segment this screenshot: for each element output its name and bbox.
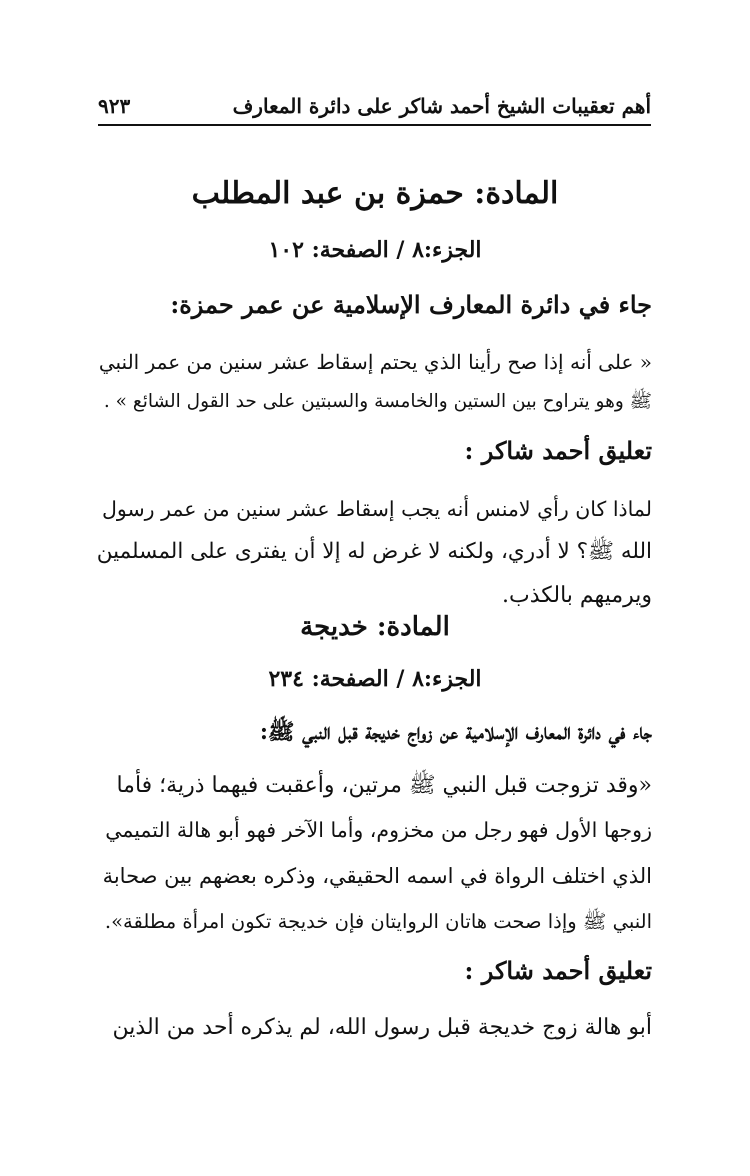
header-title: أهم تعقيبات الشيخ أحمد شاكر على دائرة المعارف xyxy=(232,94,651,118)
entry-subject: المادة: حمزة بن عبد المطلب xyxy=(191,176,559,211)
entry-reference: الجزء:٨ / الصفحة: ٢٣٤ xyxy=(268,666,482,692)
quote-line: الذي اختلف الرواة في اسمه الحقيقي، وذكره بعضهم بين صحابة xyxy=(102,864,652,888)
quote-line: زوجها الأول فهو رجل من مخزوم، وأما الآخر فهو أبو هالة التميمي xyxy=(105,818,652,842)
comment-heading: تعليق أحمد شاكر : xyxy=(464,956,652,985)
page-number: ٩٢٣ xyxy=(98,94,131,118)
comment-line: الله ﷺ؟ لا أدري، ولكنه لا غرض له إلا أن يفترى على المسلمين xyxy=(96,539,652,564)
entry-reference: الجزء:٨ / الصفحة: ١٠٢ xyxy=(268,237,482,263)
comment-line: ويرميهم بالكذب. xyxy=(501,583,652,608)
quote-heading: جاء في دائرة المعارف الإسلامية عن عمر حمزة: xyxy=(170,290,652,319)
quote-heading: جاء في دائرة المعارف الإسلامية عن زواج خديجة قبل النبي ﷺ: xyxy=(259,719,652,745)
quote-line: «وقد تزوجت قبل النبي ﷺ مرتين، وأعقبت فيهما ذرية؛ فأما xyxy=(116,773,652,798)
comment-line: لماذا كان رأي لامنس أنه يجب إسقاط عشر سنين من عمر رسول xyxy=(102,497,652,521)
comment-heading: تعليق أحمد شاكر : xyxy=(464,436,652,465)
quote-line: ﷺ وهو يتراوح بين الستين والخامسة والسبتين على حد القول الشائع » . xyxy=(103,391,652,412)
quote-line: « على أنه إذا صح رأينا الذي يحتم إسقاط عشر سنين من عمر النبي xyxy=(98,350,652,374)
running-header xyxy=(98,88,651,126)
comment-line: أبو هالة زوج خديجة قبل رسول الله، لم يذكره أحد من الذين xyxy=(112,1015,652,1040)
quote-line: النبي ﷺ وإذا صحت هاتان الروايتان فإن خديجة تكون امرأة مطلقة». xyxy=(104,910,652,933)
entry-subject: المادة: خديجة xyxy=(300,612,450,642)
